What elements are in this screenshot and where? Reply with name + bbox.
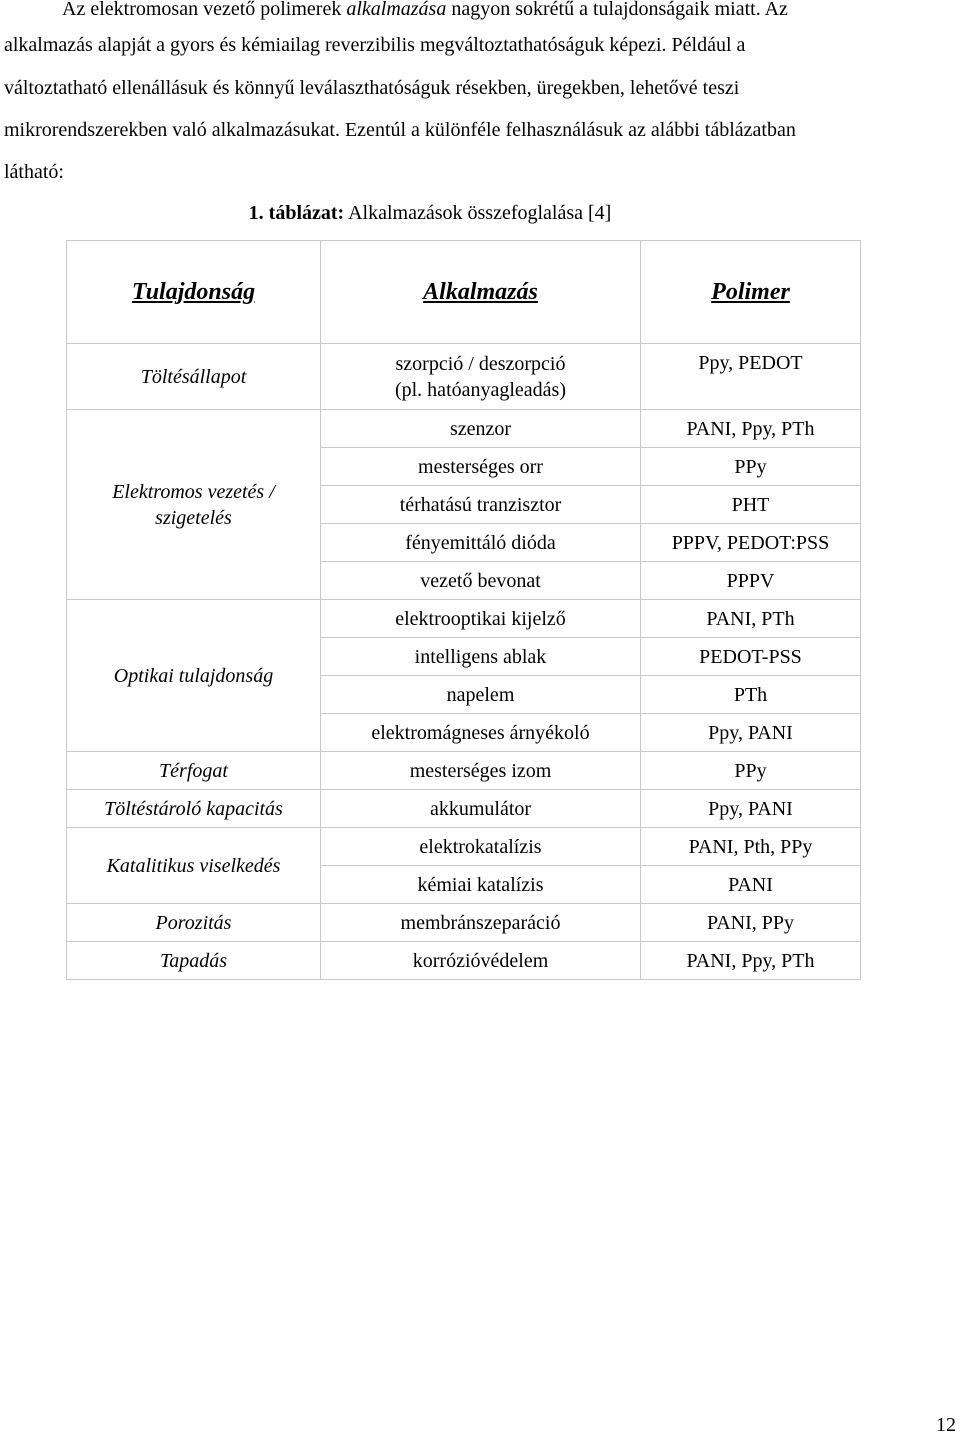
- page-number: 12: [936, 1414, 956, 1436]
- table-caption-text: Alkalmazások összefoglalása [4]: [344, 202, 612, 224]
- header-tulajdonsag: Tulajdonság: [67, 241, 321, 344]
- polymer-cell: PANI, Ppy, PTh: [641, 942, 861, 980]
- application-cell: mesterséges izom: [321, 752, 641, 790]
- polymer-cell: PPPV, PEDOT:PSS: [641, 524, 861, 562]
- table-row: [67, 942, 861, 980]
- polymer-cell: Ppy, PANI: [641, 714, 861, 752]
- polymer-cell: PANI, PPy: [641, 904, 861, 942]
- table-row: [67, 752, 861, 790]
- application-cell: intelligens ablak: [321, 638, 641, 676]
- property-cell: Optikai tulajdonság: [67, 600, 321, 752]
- table-row: [67, 790, 861, 828]
- property-cell: Töltésállapot: [67, 344, 321, 410]
- application-cell: akkumulátor: [321, 790, 641, 828]
- application-cell: szenzor: [321, 410, 641, 448]
- application-cell: membránszeparáció: [321, 904, 641, 942]
- polymer-cell: PPy: [641, 752, 861, 790]
- table-row: [67, 344, 861, 410]
- property-cell: Töltéstároló kapacitás: [67, 790, 321, 828]
- polymer-cell: PPy: [641, 448, 861, 486]
- polymer-cell: PANI, PTh: [641, 600, 861, 638]
- table-caption: [0, 202, 860, 225]
- intro-line-2: alkalmazás alapját a gyors és kémiailag reverzibilis megváltoztathatóságuk képezi. Például a: [4, 34, 746, 56]
- table-row: [67, 828, 861, 866]
- application-cell: elektrokatalízis: [321, 828, 641, 866]
- intro-line-5: látható:: [4, 161, 64, 183]
- applications-table: [66, 240, 861, 980]
- polymer-cell: PANI, Pth, PPy: [641, 828, 861, 866]
- table-caption-label: 1. táblázat:: [248, 202, 345, 224]
- intro-line-4: mikrorendszerekben való alkalmazásukat. Ezentúl a különféle felhasználásuk az alábbi táblázatban: [4, 119, 796, 141]
- polymer-cell: PHT: [641, 486, 861, 524]
- property-cell: Katalitikus viselkedés: [67, 828, 321, 904]
- table-row: [67, 600, 861, 638]
- application-cell: napelem: [321, 676, 641, 714]
- application-cell: szorpció / deszorpció (pl. hatóanyagleadás): [321, 344, 641, 410]
- property-cell: Elektromos vezetés / szigetelés: [67, 410, 321, 600]
- application-cell: elektrooptikai kijelző: [321, 600, 641, 638]
- polymer-cell: PANI, Ppy, PTh: [641, 410, 861, 448]
- property-cell: Térfogat: [67, 752, 321, 790]
- application-cell: térhatású tranzisztor: [321, 486, 641, 524]
- application-cell: mesterséges orr: [321, 448, 641, 486]
- intro-line-1: Az elektromosan vezető polimerek alkalmazása nagyon sokrétű a tulajdonságaik miatt. Az: [62, 0, 788, 20]
- polymer-cell: PANI: [641, 866, 861, 904]
- application-cell: elektromágneses árnyékoló: [321, 714, 641, 752]
- property-cell: Tapadás: [67, 942, 321, 980]
- polymer-cell: PTh: [641, 676, 861, 714]
- header-polimer: Polimer: [641, 241, 861, 344]
- polymer-cell: PEDOT-PSS: [641, 638, 861, 676]
- polymer-cell: Ppy, PEDOT: [641, 344, 861, 410]
- intro-line-3: változtatható ellenállásuk és könnyű leválaszthatóságuk résekben, üregekben, lehetővé teszi: [4, 77, 740, 99]
- property-cell: Porozitás: [67, 904, 321, 942]
- application-cell: vezető bevonat: [321, 562, 641, 600]
- table-row: [67, 904, 861, 942]
- table-row: [67, 410, 861, 448]
- application-cell: kémiai katalízis: [321, 866, 641, 904]
- application-cell: fényemittáló dióda: [321, 524, 641, 562]
- application-cell: korrózióvédelem: [321, 942, 641, 980]
- polymer-cell: Ppy, PANI: [641, 790, 861, 828]
- header-alkalmazas: Alkalmazás: [321, 241, 641, 344]
- polymer-cell: PPPV: [641, 562, 861, 600]
